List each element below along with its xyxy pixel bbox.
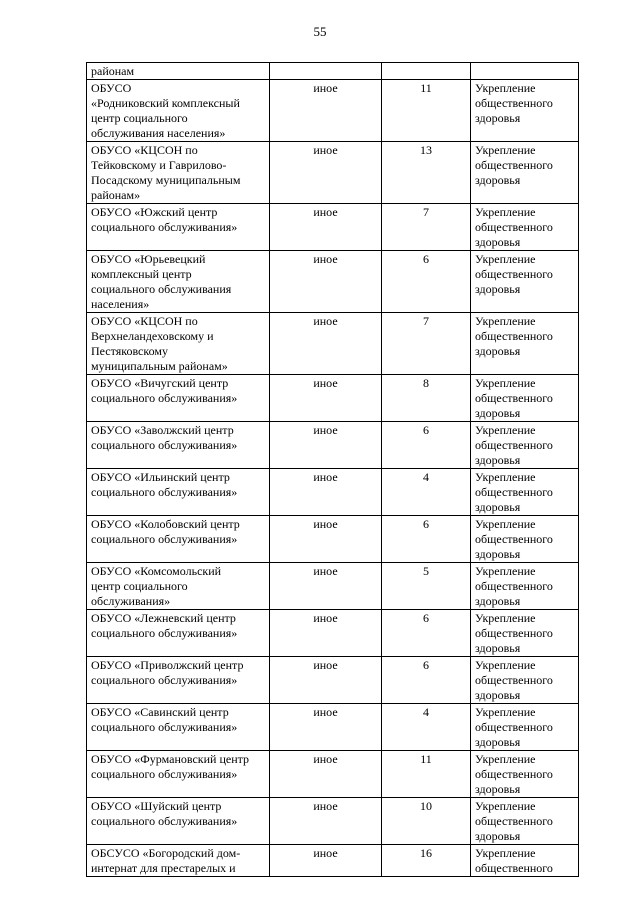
institution-name-line: социального обслуживания» [91, 532, 238, 546]
activity-type-cell: иное [270, 751, 382, 798]
institution-name-cell [87, 204, 270, 251]
purpose-cell [471, 422, 579, 469]
purpose-cell [471, 375, 579, 422]
purpose-line: общественного [475, 485, 553, 499]
count-cell: 5 [382, 563, 471, 610]
purpose-line: Укрепление [475, 423, 536, 437]
activity-type-cell: иное [270, 657, 382, 704]
purpose-cell [471, 610, 579, 657]
institution-name-line: социального обслуживания» [91, 626, 238, 640]
institution-name-line: ОБУСО «Савинский центр [91, 705, 229, 719]
purpose-cell [471, 80, 579, 142]
institution-name-line: ОБУСО «Лежневский центр [91, 611, 236, 625]
purpose-cell [471, 142, 579, 204]
institution-name-line: социального обслуживания» [91, 720, 238, 734]
institution-name-line: интернат для престарелых и [91, 861, 236, 875]
institution-name-line: социального обслуживания» [91, 814, 238, 828]
count-cell [382, 63, 471, 80]
institution-name-cell [87, 63, 270, 80]
purpose-line: общественного [475, 220, 553, 234]
purpose-line: здоровья [475, 500, 521, 514]
count-cell: 7 [382, 204, 471, 251]
purpose-line: здоровья [475, 735, 521, 749]
purpose-line: здоровья [475, 594, 521, 608]
institution-name-cell [87, 751, 270, 798]
institution-name-line: ОБУСО «Ильинский центр [91, 470, 230, 484]
count-cell: 6 [382, 610, 471, 657]
institution-name-line: ОБУСО «Юрьевецкий [91, 252, 206, 266]
count-cell: 13 [382, 142, 471, 204]
institution-name-line: социального обслуживания» [91, 391, 238, 405]
activity-type-cell: иное [270, 845, 382, 877]
institution-name-line: Посадскому муниципальным [91, 173, 241, 187]
institution-name-line: ОБУСО [91, 81, 132, 95]
institution-name-line: ОБУСО «Шуйский центр [91, 799, 222, 813]
table-row [87, 422, 579, 469]
purpose-line: Укрепление [475, 205, 536, 219]
purpose-line: общественного [475, 391, 553, 405]
purpose-line: общественного [475, 579, 553, 593]
institution-name-cell [87, 798, 270, 845]
activity-type-cell: иное [270, 204, 382, 251]
institution-name-line: обслуживания населения» [91, 126, 226, 140]
purpose-line: Укрепление [475, 611, 536, 625]
table-row [87, 516, 579, 563]
institution-name-cell [87, 375, 270, 422]
table-row [87, 845, 579, 877]
institution-name-line: социального обслуживания» [91, 767, 238, 781]
purpose-line: здоровья [475, 344, 521, 358]
purpose-line: общественного [475, 767, 553, 781]
activity-type-cell: иное [270, 516, 382, 563]
purpose-line: Укрепление [475, 314, 536, 328]
activity-type-cell: иное [270, 704, 382, 751]
purpose-line: здоровья [475, 406, 521, 420]
purpose-line: здоровья [475, 235, 521, 249]
purpose-cell [471, 516, 579, 563]
institution-name-line: населения» [91, 297, 150, 311]
count-cell: 6 [382, 422, 471, 469]
purpose-line: общественного [475, 96, 553, 110]
institution-name-line: ОБУСО «Фурмановский центр [91, 752, 250, 766]
purpose-line: Укрепление [475, 705, 536, 719]
activity-type-cell: иное [270, 798, 382, 845]
institution-name-cell [87, 422, 270, 469]
purpose-line: Укрепление [475, 846, 536, 860]
institution-name-line: социального обслуживания» [91, 673, 238, 687]
activity-type-cell: иное [270, 422, 382, 469]
institution-name-cell [87, 610, 270, 657]
table-body [87, 63, 579, 877]
institution-name-cell [87, 313, 270, 375]
table-row [87, 142, 579, 204]
institution-name-cell [87, 845, 270, 877]
purpose-line: общественного [475, 814, 553, 828]
count-cell: 11 [382, 80, 471, 142]
purpose-line: Укрепление [475, 564, 536, 578]
institution-name-line: социального обслуживания [91, 282, 232, 296]
count-cell: 6 [382, 516, 471, 563]
activity-type-cell: иное [270, 251, 382, 313]
activity-type-cell: иное [270, 610, 382, 657]
institution-name-cell [87, 516, 270, 563]
purpose-line: общественного [475, 720, 553, 734]
institution-name-line: социального обслуживания» [91, 220, 238, 234]
purpose-cell [471, 313, 579, 375]
purpose-line: здоровья [475, 173, 521, 187]
institution-name-cell [87, 469, 270, 516]
institution-name-line: Тейковскому и Гаврилово- [91, 158, 227, 172]
institution-name-line: центр социального [91, 579, 188, 593]
activity-type-cell: иное [270, 313, 382, 375]
count-cell: 7 [382, 313, 471, 375]
purpose-line: Укрепление [475, 658, 536, 672]
purpose-line: Укрепление [475, 752, 536, 766]
institution-name-line: ОБУСО «Колобовский центр [91, 517, 240, 531]
purpose-cell [471, 204, 579, 251]
institution-name-cell [87, 251, 270, 313]
purpose-line: здоровья [475, 453, 521, 467]
purpose-line: общественного [475, 861, 553, 875]
purpose-line: общественного [475, 158, 553, 172]
institution-name-line: муниципальным районам» [91, 359, 228, 373]
institution-name-line: центр социального [91, 111, 188, 125]
institution-name-line: комплексный центр [91, 267, 192, 281]
purpose-line: здоровья [475, 282, 521, 296]
table-row [87, 704, 579, 751]
purpose-cell [471, 845, 579, 877]
purpose-line: общественного [475, 438, 553, 452]
institution-name-cell [87, 704, 270, 751]
count-cell: 16 [382, 845, 471, 877]
activity-type-cell: иное [270, 375, 382, 422]
count-cell: 6 [382, 657, 471, 704]
table-row [87, 798, 579, 845]
purpose-line: общественного [475, 329, 553, 343]
purpose-line: здоровья [475, 547, 521, 561]
purpose-line: общественного [475, 267, 553, 281]
activity-type-cell: иное [270, 563, 382, 610]
institution-name-line: ОБСУСО «Богородский дом- [91, 846, 241, 860]
institutions-table [86, 62, 579, 877]
page-number: 55 [313, 24, 327, 39]
purpose-cell [471, 657, 579, 704]
activity-type-cell: иное [270, 469, 382, 516]
table-row [87, 375, 579, 422]
purpose-line: здоровья [475, 688, 521, 702]
count-cell: 8 [382, 375, 471, 422]
purpose-line: Укрепление [475, 517, 536, 531]
table-row [87, 469, 579, 516]
activity-type-cell [270, 63, 382, 80]
count-cell: 6 [382, 251, 471, 313]
purpose-cell [471, 798, 579, 845]
purpose-line: Укрепление [475, 470, 536, 484]
table-row [87, 313, 579, 375]
count-cell: 11 [382, 751, 471, 798]
institution-name-line: районам [91, 64, 135, 78]
institution-name-cell [87, 563, 270, 610]
purpose-line: Укрепление [475, 81, 536, 95]
activity-type-cell: иное [270, 142, 382, 204]
institution-name-line: ОБУСО «Южский центр [91, 205, 218, 219]
institution-name-line: ОБУСО «КЦСОН по [91, 143, 198, 157]
institution-name-line: ОБУСО «Приволжский центр [91, 658, 244, 672]
purpose-line: здоровья [475, 782, 521, 796]
institution-name-line: «Родниковский комплексный [91, 96, 240, 110]
count-cell: 10 [382, 798, 471, 845]
table-row [87, 80, 579, 142]
purpose-line: общественного [475, 532, 553, 546]
institution-name-line: ОБУСО «Комсомольский [91, 564, 222, 578]
count-cell: 4 [382, 704, 471, 751]
institution-name-line: обслуживания» [91, 594, 171, 608]
institution-name-cell [87, 657, 270, 704]
institution-name-line: социального обслуживания» [91, 438, 238, 452]
table-row [87, 204, 579, 251]
institution-name-line: ОБУСО «КЦСОН по [91, 314, 198, 328]
institution-name-cell [87, 80, 270, 142]
table-row [87, 563, 579, 610]
table-row [87, 657, 579, 704]
purpose-line: Укрепление [475, 252, 536, 266]
purpose-line: Укрепление [475, 376, 536, 390]
institution-name-line: Пестяковскому [91, 344, 168, 358]
purpose-line: общественного [475, 673, 553, 687]
institution-name-line: ОБУСО «Вичугский центр [91, 376, 229, 390]
purpose-line: Укрепление [475, 799, 536, 813]
purpose-cell [471, 469, 579, 516]
purpose-cell [471, 251, 579, 313]
institution-name-line: Верхнеландеховскому и [91, 329, 214, 343]
institution-name-line: ОБУСО «Заволжский центр [91, 423, 234, 437]
activity-type-cell: иное [270, 80, 382, 142]
table-row [87, 751, 579, 798]
table-row [87, 63, 579, 80]
purpose-cell [471, 751, 579, 798]
purpose-line: здоровья [475, 641, 521, 655]
purpose-line: общественного [475, 626, 553, 640]
table-row [87, 251, 579, 313]
purpose-line: Укрепление [475, 143, 536, 157]
purpose-cell [471, 563, 579, 610]
institution-name-line: районам» [91, 188, 141, 202]
purpose-line: здоровья [475, 829, 521, 843]
count-cell: 4 [382, 469, 471, 516]
table-row [87, 610, 579, 657]
purpose-cell [471, 704, 579, 751]
purpose-line: здоровья [475, 111, 521, 125]
institution-name-cell [87, 142, 270, 204]
purpose-cell [471, 63, 579, 80]
institution-name-line: социального обслуживания» [91, 485, 238, 499]
